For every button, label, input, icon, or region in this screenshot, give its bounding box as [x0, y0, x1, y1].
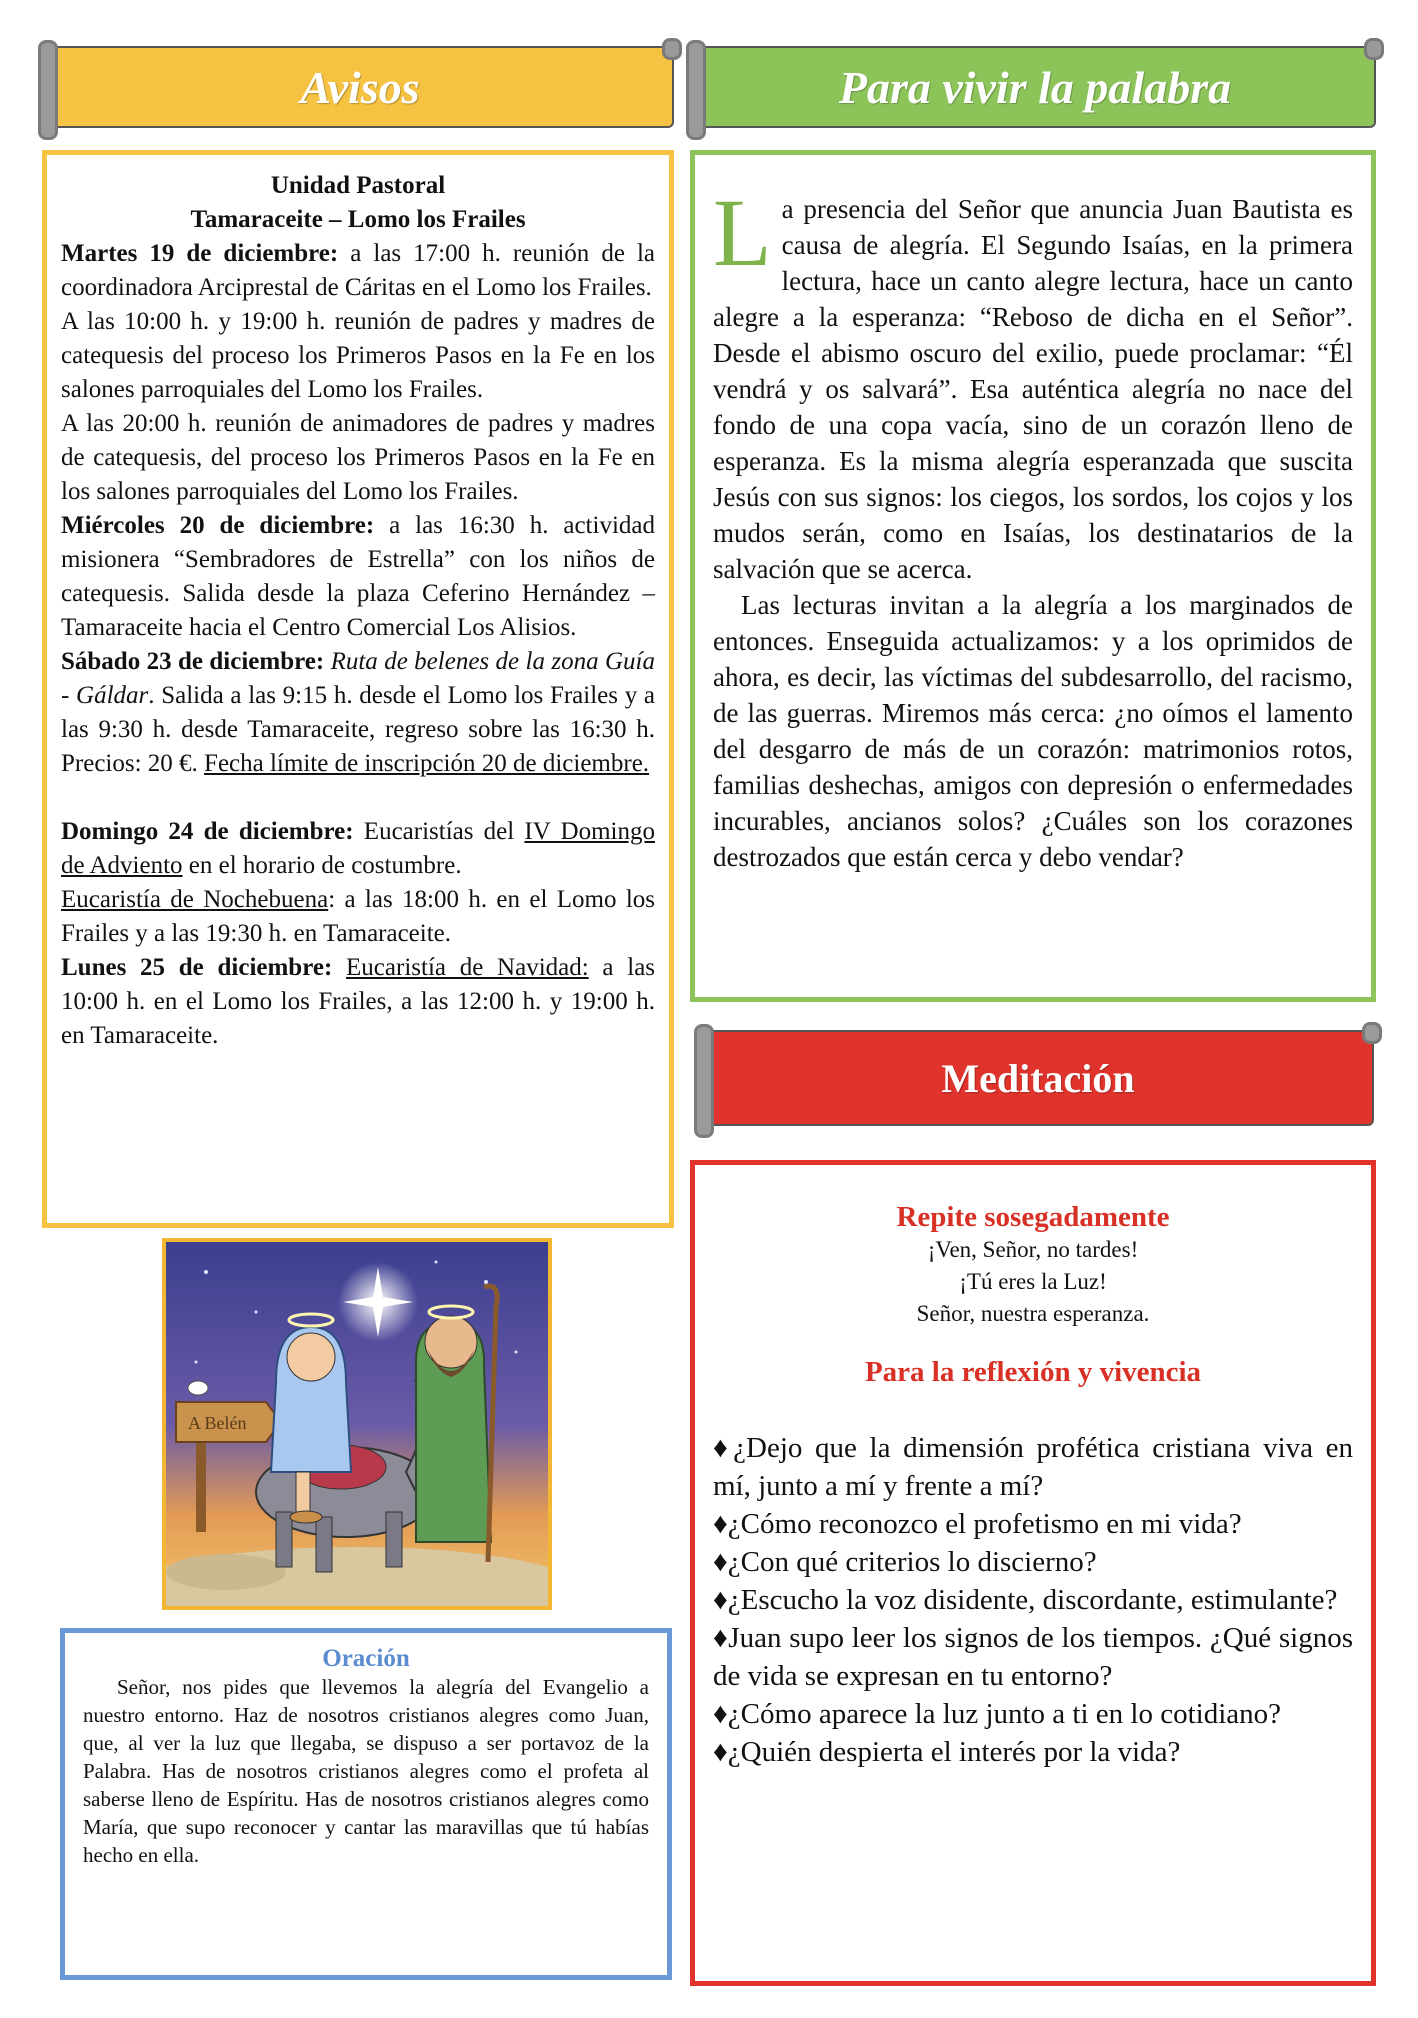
- palabra-title: Para vivir la palabra: [838, 61, 1232, 113]
- reflexion-question: ♦Juan supo leer los signos de los tiempos. ¿Qué signos de vida se expresan en tu entorno?: [713, 1622, 1353, 1692]
- reflexion-question: ♦¿Cómo aparece la luz junto a ti en lo cotidiano?: [713, 1698, 1282, 1730]
- reflexion-question: ♦¿Con qué criterios lo discierno?: [713, 1546, 1097, 1578]
- scroll-roll-left: [694, 1024, 714, 1138]
- aviso-domingo-text2: en el horario de costumbre.: [182, 852, 462, 879]
- nativity-illustration-svg: [166, 1242, 548, 1606]
- unidad-pastoral-line1: Unidad Pastoral: [270, 172, 446, 199]
- donkey-leg: [316, 1517, 332, 1572]
- mary-sandal: [290, 1511, 322, 1523]
- repite-heading: Repite sosegadamente: [896, 1201, 1170, 1233]
- nativity-illustration: [162, 1238, 552, 1610]
- donkey-leg: [386, 1512, 402, 1567]
- aviso-miercoles-text: a las 16:30 h. actividad misionera “Sembradores de Estrella” con los niños de catequesis. Salida desde la plaza Ceferino Hernández – Tamaraceite hacia el Centro Comercial Los Alisios.: [61, 512, 655, 641]
- scroll-roll-right: [1362, 1022, 1382, 1044]
- aviso-lunes-date: Lunes 25 de diciembre:: [61, 954, 333, 981]
- repite-line: Señor, nuestra esperanza.: [916, 1301, 1150, 1326]
- scroll-roll-right: [662, 38, 682, 60]
- oracion-heading: Oración: [322, 1645, 410, 1672]
- aviso-martes-date: Martes 19 de diciembre:: [61, 240, 339, 267]
- ground-mound: [166, 1554, 286, 1590]
- unidad-pastoral-line2: Tamaraceite – Lomo los Frailes: [190, 206, 526, 233]
- spacer: [713, 1389, 1353, 1429]
- palabra-paragraph-2: Las lecturas invitan a la alegría a los marginados de entonces. Enseguida actualizamos: y a los oprimidos de ahora, es decir, las víctimas del subdesarrollo, del racismo, de las guerras. Miremos más cerca: ¿no oímos el lamento del desgarro de más de un corazón: matrimonios rotos, familias deshechas, amigos con depresión o enfermedades incurables, ancianos solos? ¿Cuáles son los corazones destrozados que están cerca y debo vendar?: [713, 590, 1353, 872]
- reflexion-question: ♦¿Quién despierta el interés por la vida?: [713, 1736, 1181, 1768]
- aviso-martes-text: a las 17:00 h. reunión de la coordinadora Arciprestal de Cáritas en el Lomo los Frailes.: [61, 240, 655, 301]
- aviso-sabado-date: Sábado 23 de diciembre:: [61, 648, 325, 675]
- spacer: [713, 1330, 1353, 1356]
- aviso-domingo-date: Domingo 24 de diciembre:: [61, 818, 354, 845]
- aviso-miercoles-date: Miércoles 20 de diciembre:: [61, 512, 375, 539]
- aviso-lunes: [61, 951, 655, 1053]
- palabra-box: [690, 150, 1376, 1002]
- aviso-miercoles: [61, 509, 655, 645]
- repite-line: ¡Tú eres la Luz!: [959, 1269, 1107, 1294]
- repite-line: ¡Ven, Señor, no tardes!: [927, 1237, 1139, 1262]
- reflexion-heading: Para la reflexión y vivencia: [864, 1356, 1202, 1388]
- reflexion-question: ♦¿Dejo que la dimensión profética cristiana viva en mí, junto a mí y frente a mí?: [713, 1432, 1353, 1502]
- reflexion-question: ♦¿Escucho la voz disidente, discordante, estimulante?: [713, 1584, 1338, 1616]
- mary-head: [287, 1333, 335, 1381]
- aviso-nochebuena-text: : a las 18:00 h. en el Lomo los Frailes y a las 19:30 h. en Tamaraceite.: [61, 886, 655, 947]
- bird: [188, 1381, 208, 1395]
- aviso-lunes-text: a las 10:00 h. en el Lomo los Frailes, a las 12:00 h. y 19:00 h. en Tamaraceite.: [61, 954, 656, 1049]
- palabra-banner: [694, 46, 1376, 128]
- spacer: [61, 781, 655, 815]
- dropcap-letter: L: [713, 179, 772, 286]
- reflexion-question: ♦¿Cómo reconozco el profetismo en mi vida?: [713, 1508, 1242, 1540]
- scroll-roll-left: [38, 40, 58, 140]
- aviso-martes-3: A las 20:00 h. reunión de animadores de padres y madres de catequesis, del proceso los Primeros Pasos en la Fe en los salones parroquiales del Lomo los Frailes.: [61, 410, 655, 505]
- oracion-text: Señor, nos pides que llevemos la alegría del Evangelio a nuestro entorno. Haz de nosotros cristianos alegres como Juan, que, al ver la luz que llegaba, se dispuso a ser portavoz de la Palabra. Has de nosotros cristianos alegres como el profeta al saberse lleno de Espíritu. Has de nosotros cristianos alegres como María, que supo reconocer y cantar las maravillas que tú habías hecho en ella.: [83, 1675, 649, 1867]
- aviso-martes-2: A las 10:00 h. y 19:00 h. reunión de padres y madres de catequesis del proceso los Primeros Pasos en la Fe en los salones parroquiales del Lomo los Frailes.: [61, 308, 655, 403]
- aviso-domingo-adviento: IV Domingo de Adviento: [61, 818, 655, 879]
- aviso-sabado: [61, 645, 655, 781]
- avisos-title: Avisos: [300, 61, 420, 113]
- sign-text: A Belén: [188, 1413, 247, 1433]
- mary-leg: [296, 1472, 310, 1512]
- aviso-sabado-text: . Salida a las 9:15 h. desde el Lomo los Frailes y a las 9:30 h. desde Tamaraceite, regreso sobre las 16:30 h. Precios: 20 €.: [61, 682, 655, 777]
- oracion-box: [60, 1628, 672, 1980]
- aviso-lunes-navidad: Eucaristía de Navidad:: [346, 954, 589, 981]
- aviso-nochebuena-title: Eucaristía de Nochebuena: [61, 886, 329, 913]
- scroll-roll-left: [686, 40, 706, 140]
- meditacion-box: [690, 1160, 1376, 1986]
- meditacion-banner: [702, 1030, 1374, 1126]
- meditacion-title: Meditación: [941, 1055, 1135, 1101]
- aviso-domingo: [61, 815, 655, 883]
- aviso-sabado-deadline: Fecha límite de inscripción 20 de diciembre.: [204, 750, 650, 777]
- aviso-martes: [61, 237, 655, 305]
- palabra-paragraph-1: a presencia del Señor que anuncia Juan Bautista es causa de alegría. El Segundo Isaías, en la primera lectura, hace un canto alegre lectura, hace un canto alegre a la esperanza: “Reboso de dicha en el Señor”. Desde el abismo oscuro del exilio, puede proclamar: “Él vendrá y os salvará”. Esa auténtica alegría no nace del fondo de una copa vacía, sino de un corazón lleno de esperanza. Es la misma alegría esperanzada que suscita Jesús con sus signos: los ciegos, los sordos, los cojos y los mudos serán, como en Isaías, los destinatarios de la salvación que se acerca.: [713, 194, 1353, 584]
- scroll-roll-right: [1364, 38, 1384, 60]
- aviso-sabado-italic: Ruta de belenes de la zona Guía - Gáldar: [61, 648, 655, 709]
- avisos-banner: [46, 46, 674, 128]
- aviso-nochebuena: [61, 883, 655, 951]
- aviso-domingo-text: Eucaristías del: [353, 818, 525, 845]
- avisos-box: [42, 150, 674, 1228]
- donkey-leg: [276, 1512, 292, 1567]
